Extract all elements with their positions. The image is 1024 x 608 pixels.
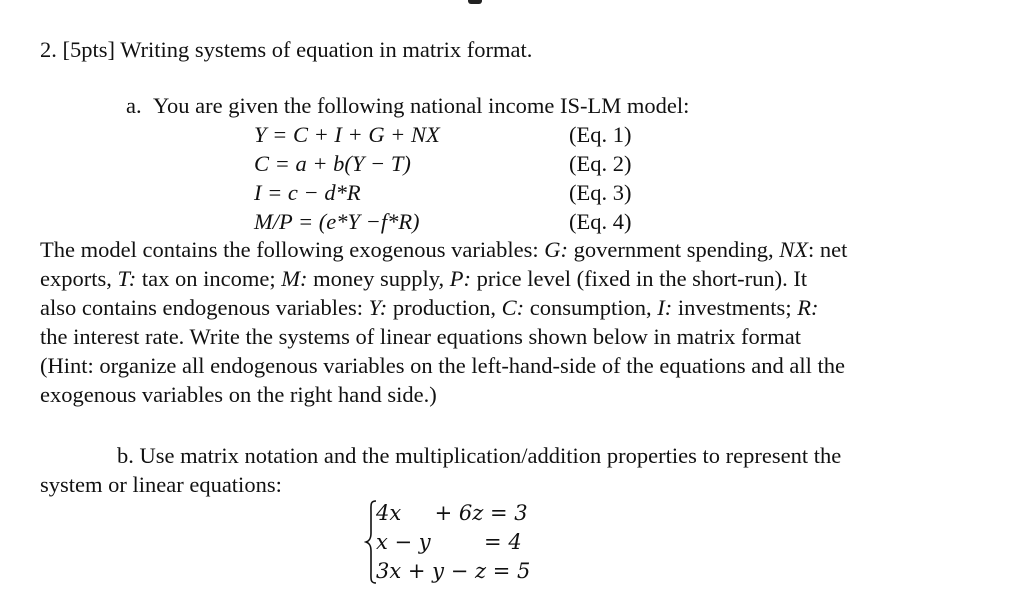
equation-1-tag: (Eq. 1) (569, 122, 632, 147)
system-row-3-rhs: = 5 (486, 559, 531, 583)
text-run: consumption, (524, 295, 658, 320)
equation-3-tag: (Eq. 3) (569, 180, 632, 205)
equation-1 (254, 120, 440, 149)
text-run: money supply, (307, 266, 450, 291)
equation-system (364, 497, 564, 587)
cropped-glyph-fragment (468, 0, 482, 4)
text-run: The model contains the following exogenous variables: (40, 237, 545, 262)
system-row-1 (376, 499, 528, 527)
paragraph-line-1 (40, 235, 985, 264)
equation-3-expression: I = c − d*R (254, 180, 361, 205)
paragraph-line-2 (40, 264, 985, 293)
variable-r: R: (797, 295, 819, 320)
part-b-text (40, 441, 985, 499)
question-heading (40, 35, 532, 64)
paragraph-line-5: (Hint: organize all endogenous variables on the left-hand-side of the equations and all the (40, 353, 845, 378)
equation-2 (254, 149, 411, 178)
text-run: tax on income; (136, 266, 282, 291)
system-row-3 (376, 557, 530, 585)
variable-g: G: (544, 237, 569, 262)
variable-y: Y: (368, 295, 388, 320)
variable-i: I: (657, 295, 673, 320)
equation-3 (254, 178, 361, 207)
system-row-2-lhs: x − y (376, 530, 431, 554)
text-run: exports, (40, 266, 118, 291)
text-run: production, (387, 295, 502, 320)
text-run: government spending, (568, 237, 780, 262)
system-row-3-lhs: 3x + y − z (376, 559, 487, 583)
equation-4-tag: (Eq. 4) (569, 209, 632, 234)
variable-nx: NX (779, 237, 808, 262)
part-a-intro: You are given the following national income IS-LM model: (153, 93, 690, 118)
system-row-2 (376, 528, 522, 556)
equation-4 (254, 207, 420, 236)
question-points: [5pts] (62, 37, 115, 62)
question-title: Writing systems of equation in matrix format. (120, 37, 533, 62)
variable-p: P: (449, 266, 472, 291)
text-run: : net (808, 237, 848, 262)
equation-2-tag: (Eq. 2) (569, 151, 632, 176)
part-a-paragraph (40, 235, 985, 409)
part-b-line-1: b. Use matrix notation and the multiplication/addition properties to represent the (117, 443, 842, 468)
variable-c: C: (501, 295, 525, 320)
text-run: price level (fixed in the short-run). It (471, 266, 808, 291)
paragraph-line-6: exogenous variables on the right hand side.) (40, 382, 437, 407)
system-row-2-rhs: = 4 (430, 530, 522, 554)
system-row-1-rhs: + 6z = 3 (401, 501, 528, 525)
variable-t: T: (117, 266, 137, 291)
text-run: investments; (672, 295, 798, 320)
part-a-label: a. (126, 93, 142, 118)
part-b-line-2: system or linear equations: (40, 472, 282, 497)
question-number: 2. (40, 37, 57, 62)
variable-m: M: (281, 266, 308, 291)
system-row-1-lhs: 4x (376, 501, 402, 525)
text-run: also contains endogenous variables: (40, 295, 369, 320)
paragraph-line-3 (40, 293, 985, 322)
paragraph-line-4: the interest rate. Write the systems of linear equations shown below in matrix format (40, 324, 801, 349)
equation-2-expression: C = a + b(Y − T) (254, 151, 411, 176)
equation-1-expression: Y = C + I + G + NX (254, 122, 440, 147)
equation-4-expression: M/P = (e*Y −f*R) (254, 209, 420, 234)
